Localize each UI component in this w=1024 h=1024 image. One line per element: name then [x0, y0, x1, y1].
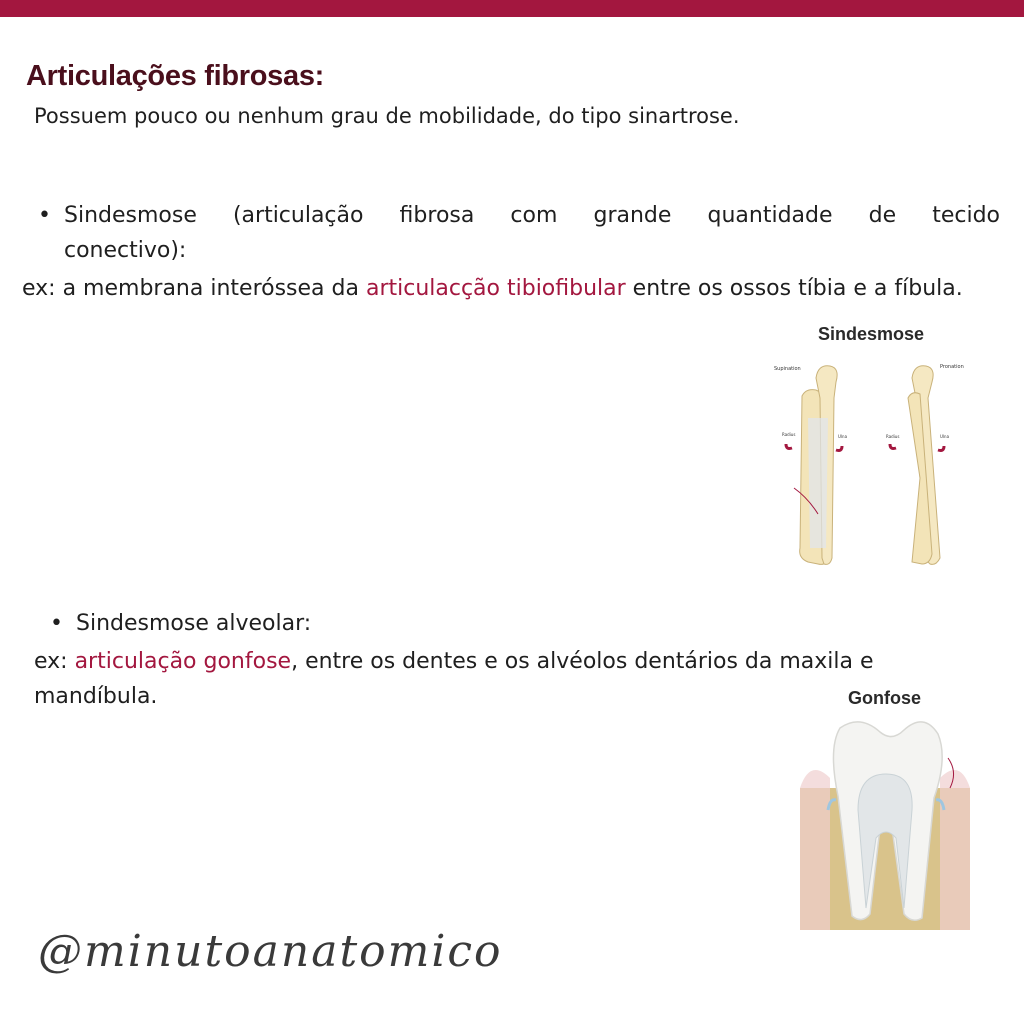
- top-accent-bar: [0, 0, 1024, 17]
- bullet-sindesmose: [38, 198, 1000, 268]
- bullet-text: Sindesmose (articulação fibrosa com grande quantidade de tecido conectivo):: [64, 203, 1000, 263]
- example-sindesmose: [22, 271, 1000, 306]
- example-highlight: articulacção tibiofibular: [365, 276, 626, 301]
- example-prefix: ex:: [34, 649, 75, 674]
- label-ulna-right: Ulna: [940, 434, 950, 439]
- bullet-dot: •: [38, 203, 51, 228]
- page-title: Articulações fibrosas:: [26, 60, 324, 92]
- gonfose-illustration: [800, 718, 970, 930]
- label-ulna-left: Ulna: [838, 434, 848, 439]
- example-prefix: ex: a membrana interóssea da: [22, 276, 366, 301]
- example-highlight: articulação gonfose: [74, 649, 292, 674]
- bullet-text: Sindesmose alveolar:: [76, 611, 312, 636]
- label-supination: Supination: [774, 366, 801, 372]
- example-suffix: , entre os dentes e os alvéolos dentários da maxila e mandíbula.: [34, 649, 874, 709]
- bullet-dot: •: [50, 611, 63, 636]
- subtitle: Possuem pouco ou nenhum grau de mobilidade, do tipo sinartrose.: [34, 104, 740, 128]
- label-pronation: Pronation: [940, 364, 964, 370]
- bullet-sindesmose-alveolar: [50, 606, 550, 641]
- figure-title-sindesmose: Sindesmose: [818, 324, 925, 344]
- signature-handle: @minutoanatomico: [38, 926, 503, 977]
- interosseous-membrane: [808, 418, 828, 548]
- label-radius-left: Radius: [782, 432, 796, 437]
- figure-title-gonfose: Gonfose: [848, 688, 922, 708]
- sindesmose-illustration: [772, 358, 972, 578]
- example-suffix: entre os ossos tíbia e a fíbula.: [625, 276, 963, 301]
- label-radius-right: Radius: [886, 434, 900, 439]
